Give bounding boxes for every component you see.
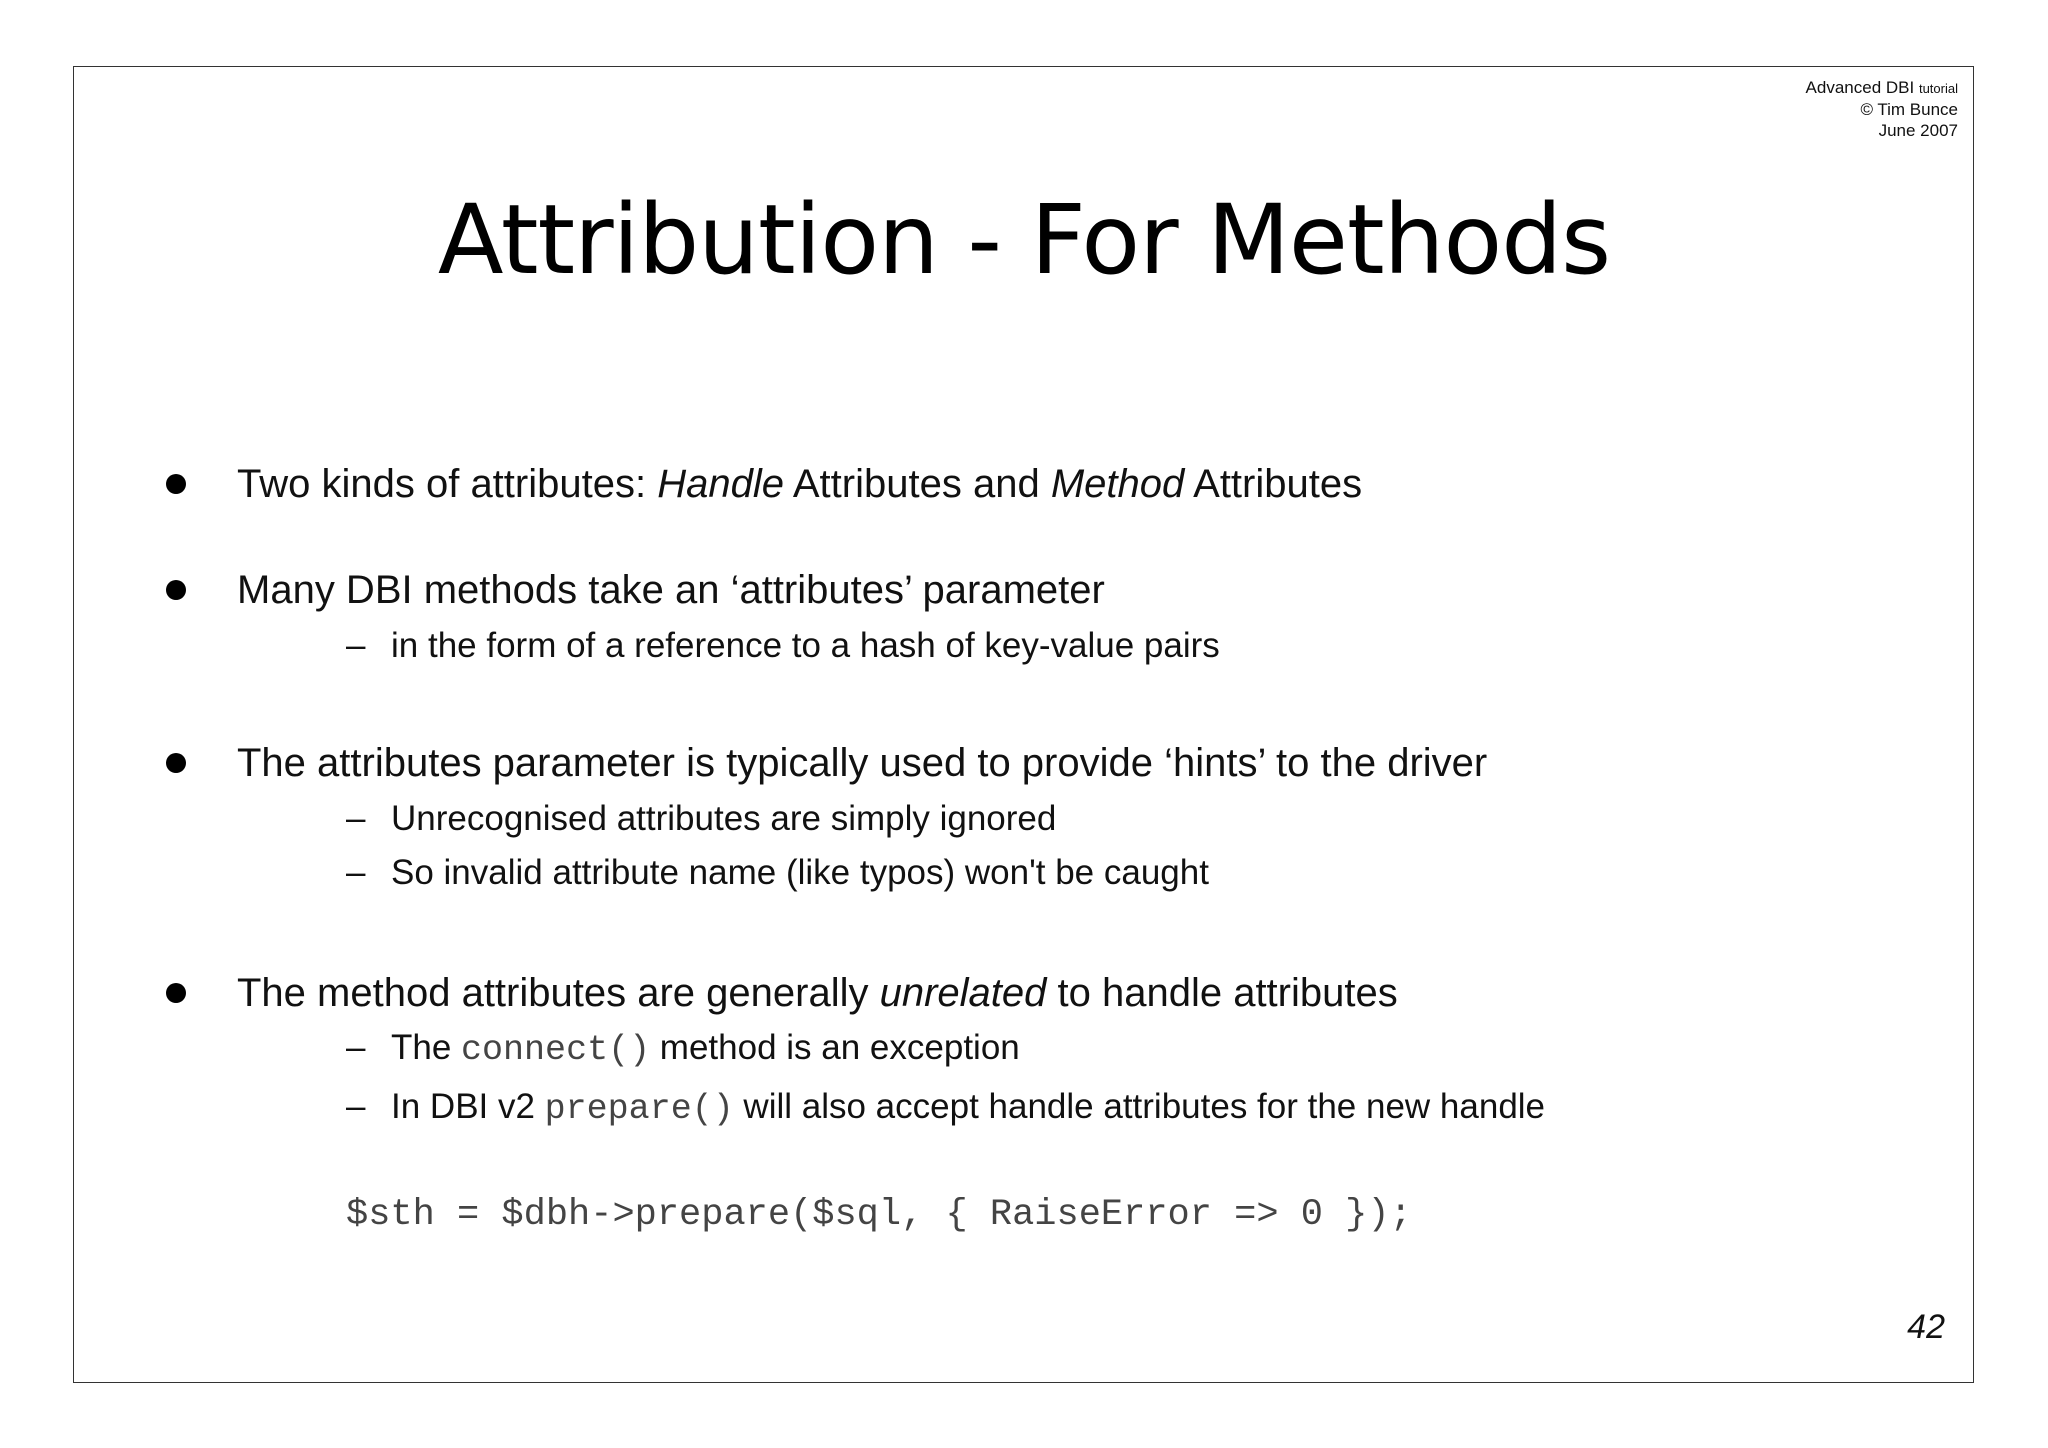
date: June 2007 xyxy=(1878,121,1958,140)
bullet-dot xyxy=(166,580,186,600)
sub-text: Unrecognised attributes are simply ignored xyxy=(391,799,1057,838)
code-example: $sth = $dbh->prepare($sql, { RaiseError => 0 }); xyxy=(346,1194,1412,1236)
page-number: 42 xyxy=(1907,1308,1945,1346)
bullet-text: Many DBI methods take an ‘attributes’ parameter xyxy=(237,568,1105,612)
bullet-text: The method attributes are generally unrelated to handle attributes xyxy=(237,971,1398,1015)
inline-code: prepare() xyxy=(544,1089,734,1129)
sub-dash: – xyxy=(346,1028,366,1067)
sub-dash: – xyxy=(346,626,366,665)
bullet-text: Two kinds of attributes: Handle Attributes and Method Attributes xyxy=(237,462,1363,506)
sub-dash: – xyxy=(346,799,366,838)
sub-dash: – xyxy=(346,1087,366,1126)
slide-header-info xyxy=(1806,77,1958,141)
inline-code: connect() xyxy=(461,1030,651,1070)
bullet-dot xyxy=(166,753,186,773)
sub-text: In DBI v2 prepare() will also accept handle attributes for the new handle xyxy=(391,1087,1546,1129)
bullet-dot xyxy=(166,983,186,1003)
sub-text: The connect() method is an exception xyxy=(391,1028,1020,1070)
course-suffix: tutorial xyxy=(1918,81,1958,96)
sub-text: So invalid attribute name (like typos) won't be caught xyxy=(391,853,1209,892)
sub-dash: – xyxy=(346,853,366,892)
bullet-dot xyxy=(166,474,186,494)
author: © Tim Bunce xyxy=(1860,100,1958,119)
bullet-text: The attributes parameter is typically used to provide ‘hints’ to the driver xyxy=(237,741,1488,785)
course-name: Advanced DBI xyxy=(1805,78,1915,97)
slide-title: Attribution - For Methods xyxy=(437,184,1611,296)
sub-text: in the form of a reference to a hash of key-value pairs xyxy=(391,626,1220,665)
